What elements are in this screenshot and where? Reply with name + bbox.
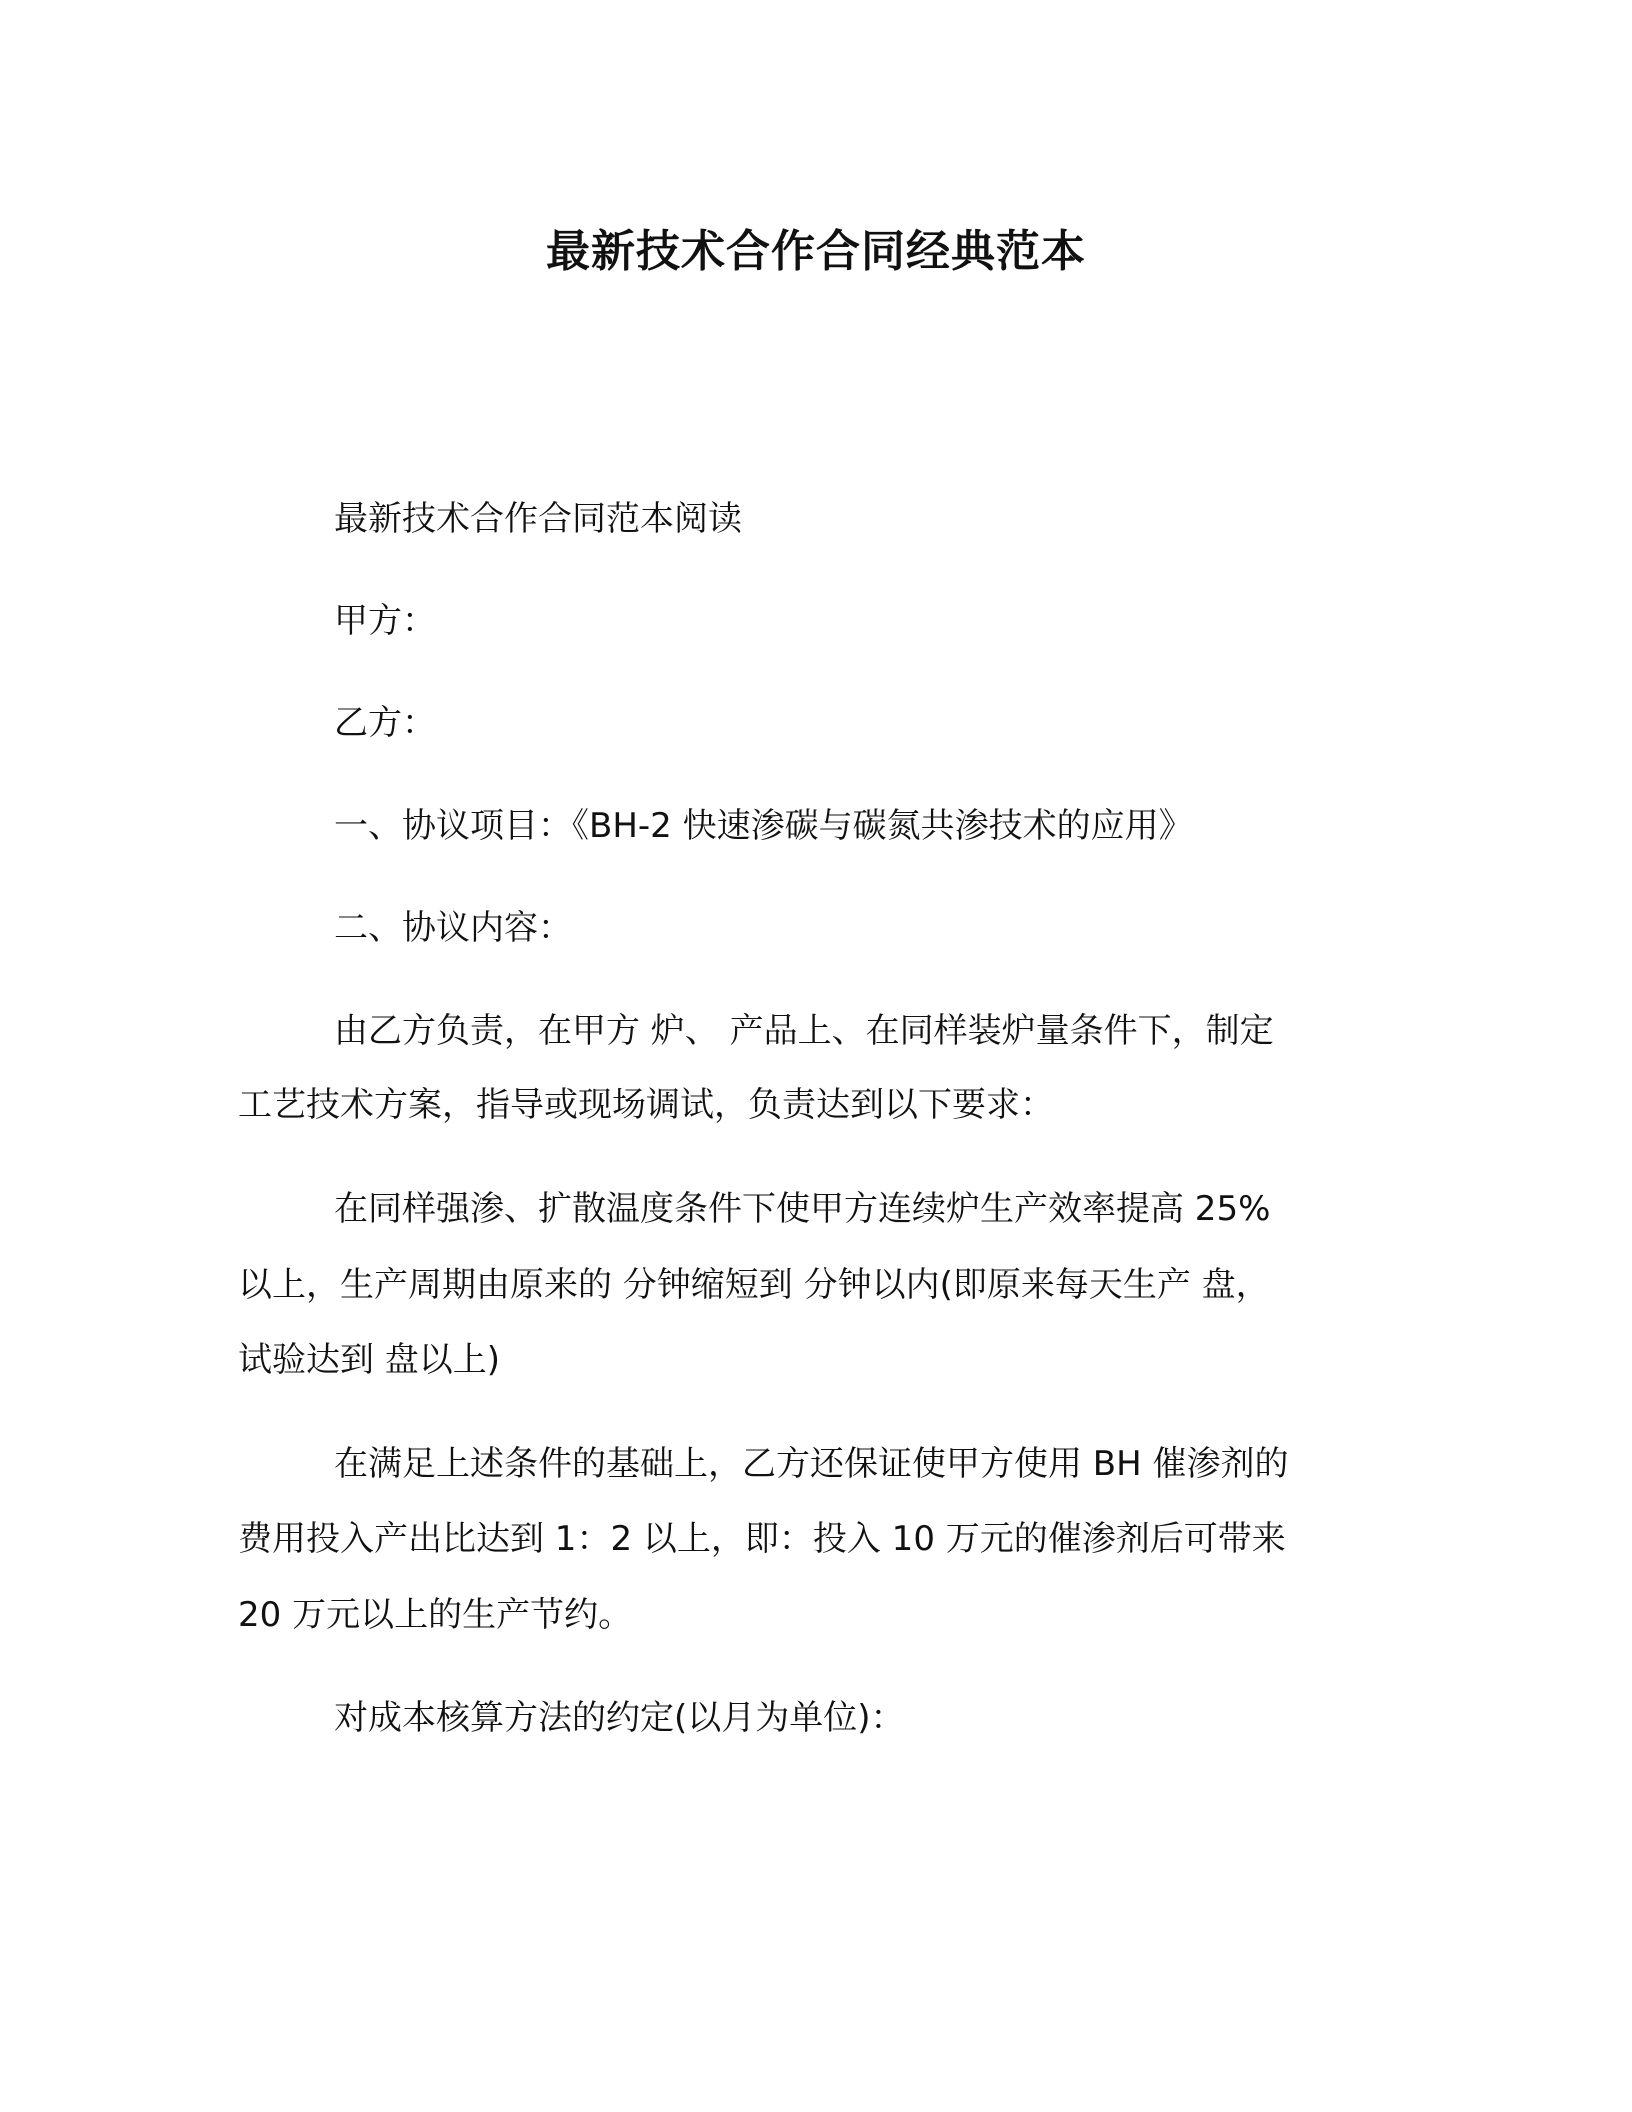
- paragraph-3-line-3: 20 万元以上的生产节约。: [238, 1595, 633, 1635]
- subtitle-line: 最新技术合作合同范本阅读: [334, 499, 742, 539]
- agreement-content-heading: 二、协议内容：: [334, 908, 572, 948]
- party-b-line: 乙方：: [334, 703, 436, 743]
- paragraph-2-line-3: 试验达到 盘以上): [238, 1340, 501, 1380]
- paragraph-2-line-2: 以上，生产周期由原来的 分钟缩短到 分钟以内(即原来每天生产 盘，: [238, 1265, 1270, 1305]
- paragraph-2-line-1: 在同样强渗、扩散温度条件下使甲方连续炉生产效率提高 25%: [334, 1189, 1271, 1229]
- paragraph-1-line-2: 工艺技术方案，指导或现场调试，负责达到以下要求：: [238, 1085, 1054, 1125]
- cost-accounting-line: 对成本核算方法的约定(以月为单位)：: [334, 1698, 905, 1738]
- party-a-line: 甲方：: [334, 601, 436, 641]
- paragraph-3-line-1: 在满足上述条件的基础上，乙方还保证使甲方使用 BH 催渗剂的: [334, 1444, 1289, 1484]
- document-title: 最新技术合作合同经典范本: [546, 226, 1086, 277]
- paragraph-1-line-1: 由乙方负责，在甲方 炉、 产品上、在同样装炉量条件下，制定: [334, 1011, 1274, 1051]
- paragraph-3-line-2: 费用投入产出比达到 1：2 以上，即：投入 10 万元的催渗剂后可带来: [238, 1519, 1286, 1559]
- agreement-item-line: 一、协议项目：《BH-2 快速渗碳与碳氮共渗技术的应用》: [334, 806, 1193, 846]
